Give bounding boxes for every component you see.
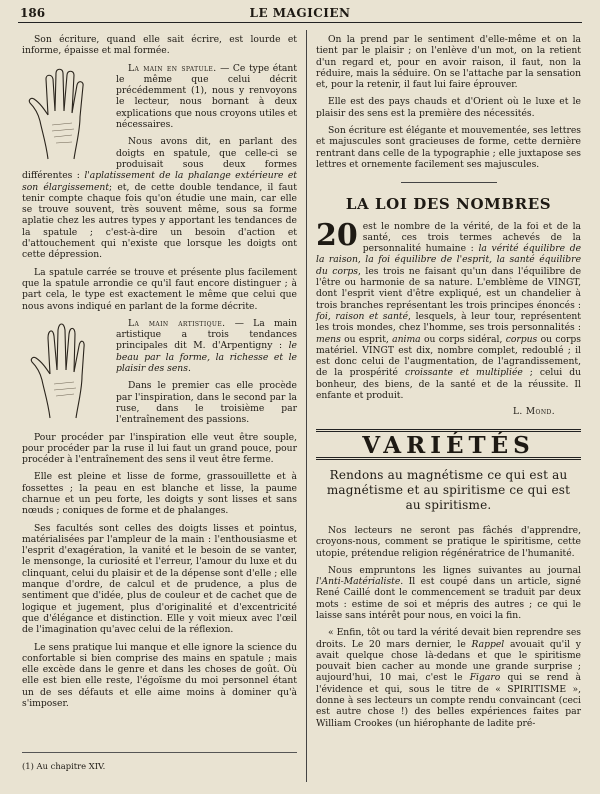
running-title: LE MAGICIEN bbox=[249, 6, 351, 20]
section-separator bbox=[401, 182, 497, 183]
article-title: LA LOI DES NOMBRES bbox=[345, 195, 552, 214]
paragraph: Son écriture, quand elle sait écrire, est lourde et informe, épaisse et mal formée. bbox=[22, 34, 297, 57]
page-number: 186 bbox=[20, 6, 46, 20]
column-divider bbox=[306, 30, 307, 782]
signature: L. Mond. bbox=[513, 407, 555, 418]
paragraph: On la prend par le sentiment d'elle-même et on la tient par le plaisir ; on l'enlève d'un mot, on la retient d'un regard et, pour en avoir raison, il faut, non la réduire, mais la séduire. On se l'attache par la sensation et, pour la retenir, il faut lui faire éprouver. bbox=[316, 34, 581, 91]
paragraph: Le sens pratique lui manque et elle ignore la science du confortable si bien comprise des mains en spatule ; mais elle excède dans le genre et dans les choses de goût. Où elle est bien elle reste, l'égoïsme du moi personnel étant un de ses défauts et elle aime moins à dominer qu'à s'imposer. bbox=[22, 641, 297, 710]
section-heading-artistique: La main artistique. bbox=[128, 317, 226, 329]
paragraph: Pour procéder par l'inspiration elle veut être souple, pour procéder par la ruse il lui faut un grand pouce, pour procéder à l'entraînement des sens il veut être ferme. bbox=[22, 431, 297, 466]
section-title-varietes: VARIÉTÉS bbox=[362, 431, 535, 459]
article-subtitle: Rendons au magnétisme ce qui est au magnétisme et au spiritisme ce qui est au spiritisme. bbox=[326, 467, 571, 512]
left-column bbox=[22, 34, 297, 774]
paragraph: Nous avons dit, en parlant des doigts en spatule, que celle-ci se produisait sous deux formes différentes : l'aplatissement de la phalange extérieure et son élargissement; et, de cette double tendance, il faut tenir compte chaque fois qu'on étudie une main, car elle se trouve souvent, très souvent même, sous sa forme aplatie chez les autres types y apportant les tendances de la spatule ; c'est-à-dire un besoin d'action et d'attouchement qui n'existe que lorsque les doigts ont cette dépression. bbox=[22, 136, 297, 261]
paragraph: Elle est pleine et lisse de forme, grassouillette et à fossettes ; la peau en est blanche et lisse, la paume charnue et un peu forte, les doigts y sont lisses et sans nœuds ; coniques de forme et de phalanges. bbox=[22, 471, 297, 517]
artistic-hand-illustration bbox=[22, 320, 110, 420]
paragraph: 20 est le nombre de la vérité, de la foi et de la santé, ces trois termes achevés de la personnalité humaine : la vérité équilibre de la raison, la foi équilibre de l'esprit, la santé équilibre du corps, les trois ne faisant qu'un dans l'équilibre de l'être ou harmonie de sa nature. L'emblème de VINGT, dont l'esprit vient d'être expliqué, est un chandelier à trois branches représentant les trois principes énoncés : foi, raison et santé, lesquels, à leur tour, représentent les trois mondes, chez l'homme, ses trois personnalités : mens ou esprit, anima ou corps sidéral, corpus ou corps matériel. VINGT est dix, nombre complet, redoublé ; il est donc celui de l'augmentation, de l'agrandissement, de la prospérité croissante et multipliée ; celui du bonheur, des biens, de la santé et de la réussite. Il enfante et produit. bbox=[316, 217, 582, 402]
paragraph: La main artistique. — La main artistique a trois tendances principales dit M. d'Arpentigny : le beau par la forme, la richesse et le plaisir des sens. bbox=[116, 317, 297, 375]
section-heading-spatule: La main en spatule. bbox=[128, 62, 217, 74]
paragraph: Nous empruntons les lignes suivantes au journal l'Anti-Matérialiste. Il est coupé dans un article, signé René Caillé dont le commencement se traduit par deux mots : estime de soi et mépris des autres ; ce qui le laisse sans intérêt pour nous, en voici la fin. bbox=[316, 564, 581, 621]
header-rule bbox=[18, 22, 582, 23]
footnote: (1) Au chapitre XIV. bbox=[22, 752, 297, 772]
paragraph: Nos lecteurs ne seront pas fâchés d'apprendre, croyons-nous, comment se pratique le spiritisme, cette utopie, prétendue religion régénératrice de l'humanité. bbox=[316, 524, 581, 559]
paragraph: Dans le premier cas elle procède par l'inspiration, dans le second par la ruse, dans le troisième par l'entraînement des passions. bbox=[116, 380, 297, 426]
paragraph: La spatule carrée se trouve et présente plus facilement que la spatule arrondie ce qu'il faut encore distinguer ; à part cela, le type est exactement le même que celui que nous avons indiqué en parlant de la forme décrite. bbox=[22, 266, 297, 312]
spatulate-hand-illustration bbox=[22, 65, 110, 161]
page-header bbox=[20, 4, 580, 24]
paragraph: Elle est des pays chauds et d'Orient où le luxe et le plaisir des sens est la première des nécessités. bbox=[316, 96, 581, 119]
paragraph: Son écriture est élégante et mouvementée, ses lettres et majuscules sont gracieuses de forme, cette dernière rentrant dans celle de la typographie ; elle juxtapose ses lettres et ornemente facilement ses majuscules. bbox=[316, 125, 581, 170]
paragraph: La main en spatule. — Ce type étant le même que celui décrit précédemment (1), nous y renvoyons le lecteur, nous bornant à deux explications que nous croyons utiles et nécessaires. bbox=[116, 62, 297, 131]
paragraph: Ses facultés sont celles des doigts lisses et pointus, matérialisées par l'ampleur de la main : l'enthousiasme et l'esprit d'exagération, la vanité et le besoin de se vanter, le mensonge, la curiosité et l'erreur, l'amour du luxe et du clinquant, celui du plaisir et de la dépense sont d'elle ; elle manque d'ordre, de calcul et de prudence, a plus de sentiment que d'idée, plus de couleur et de cachet que de logique et jugement, plus d'originalité et d'excentricité que d'élégance et distinction. Elle y voit mieux avec l'œil de l'imagination qu'avec celui de la réflexion. bbox=[22, 522, 297, 636]
right-column bbox=[316, 34, 581, 784]
paragraph: « Enfin, tôt ou tard la vérité devait bien reprendre ses droits. Le 20 mars dernier, le Rappel avouait qu'il y avait quelque chose là-dedans et que le spiritisme pouvait bien cacher au monde une grande surprise ; aujourd'hui, 10 mai, c'est le Figaro qui se rend à l'évidence et qui, sous le titre de « SPIRITISME », donne à ses lecteurs un compte rendu convaincant (ceci est autre chose !) des belles expériences faites par William Crookes (un hiérophante de ladite pré- bbox=[316, 627, 581, 729]
drop-cap: 20 bbox=[316, 217, 358, 253]
